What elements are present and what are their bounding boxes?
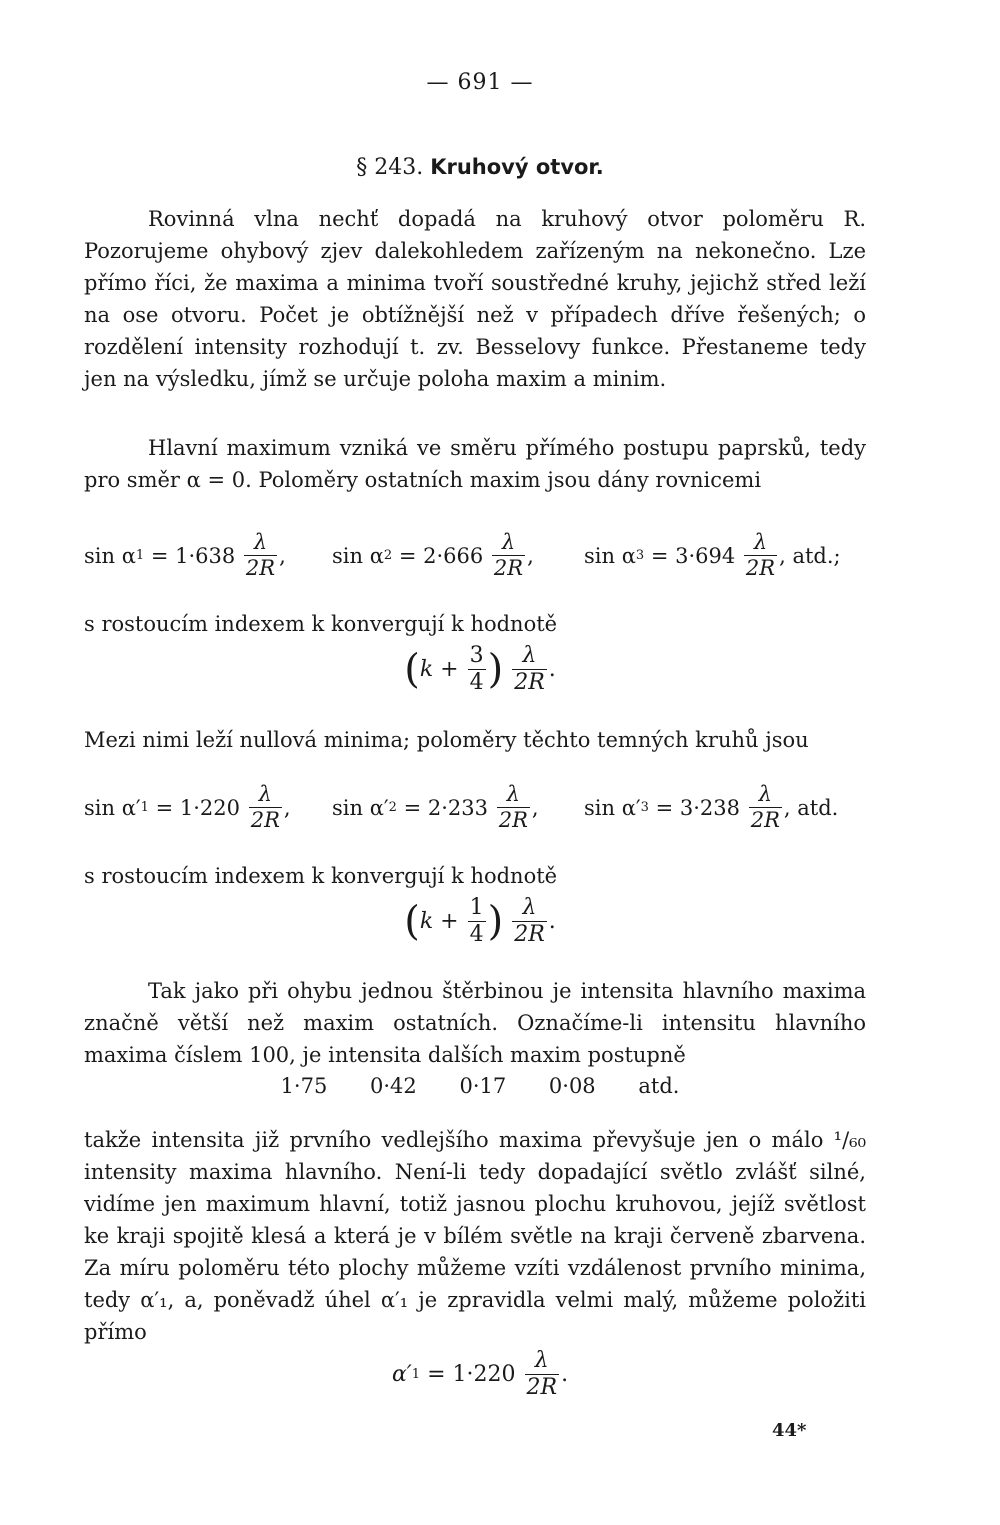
paragraph-main-maximum: Hlavní maximum vzniká ve směru přímého postupu paprsků, tedy pro směr α = 0. Poloměry ostatních maxim jsou dány rovnicemi: [84, 436, 866, 492]
equation-maximum-3: sin α3 = 3·694 $\frac{\lambda}{2R}$ , atd.;: [584, 530, 841, 580]
paragraph-minima: Mezi nimi leží nullová minima; poloměry těchto temných kruhů jsou: [84, 728, 809, 752]
intensity-value: 1·75: [280, 1074, 328, 1098]
limit-formula-2: (k + $\frac{1}{4}$ ) $\frac{\lambda}{2R}$ .: [404, 895, 556, 947]
paragraph-conclusion: takže intensita již prvního vedlejšího maxima převyšuje jen o málo ¹/₆₀ intensity maxima hlavního. Není-li tedy dopadající světlo zvlášť silné, vidíme jen maximum hlavní, totiž jasnou plochu kruhovou, jejíž světlost ke kraji spojitě klesá a která je v bílém světle na kraji červeně zbarvena. Za míru poloměru této plochy můžeme vzíti vzdálenost prvního minima, tedy α′₁, a, poněvadž úhel α′₁ je zpravidla velmi malý, můžeme položiti přímo: [84, 1128, 866, 1344]
equation-minimum-3: sin α′3 = 3·238 $\frac{\lambda}{2R}$ , atd.: [584, 782, 839, 832]
intensity-value: 0·42: [370, 1074, 417, 1098]
section-title: Kruhový otvor.: [430, 155, 604, 179]
intensity-values: [0, 1074, 960, 1098]
converge-text-1: s rostoucím indexem k konvergují k hodnotě: [84, 612, 558, 636]
equation-maximum-2: sin α2 = 2·666 $\frac{\lambda}{2R}$ ,: [332, 530, 534, 580]
equation-minimum-1: sin α′1 = 1·220 $\frac{\lambda}{2R}$ ,: [84, 782, 291, 832]
section-number: § 243.: [356, 155, 424, 180]
final-formula: α′1 = 1·220 $\frac{\lambda}{2R}$ .: [391, 1348, 569, 1400]
signature-mark: 44*: [772, 1420, 807, 1441]
equation-minimum-2: sin α′2 = 2·233 $\frac{\lambda}{2R}$ ,: [332, 782, 539, 832]
intensity-value: 0·08: [548, 1074, 596, 1098]
paragraph-intro: Rovinná vlna nechť dopadá na kruhový otvor poloměru R. Pozorujeme ohybový zjev dalekohledem zařízeným na nekonečno. Lze přímo říci, že maxima a minima tvoří soustředné kruhy, jejichž střed leží na ose otvoru. Počet je obtížnější než v případech dříve řešených; o rozdělení intensity rozhodují t. zv. Besselovy funkce. Přestaneme tedy jen na výsledku, jímž se určuje poloha maxim a minim.: [84, 207, 866, 391]
intensity-value: atd.: [638, 1074, 680, 1098]
page-number: — 691 —: [426, 70, 534, 95]
limit-formula-1: (k + $\frac{3}{4}$ ) $\frac{\lambda}{2R}$ .: [404, 643, 556, 695]
maxima-equations: [84, 532, 874, 596]
paragraph-intensity: Tak jako při ohybu jednou štěrbinou je intensita hlavního maxima značně větší než maxim ostatních. Označíme-li intensitu hlavního maxima číslem 100, je intensita dalších maxim postupně: [84, 979, 866, 1067]
intensity-value: 0·17: [459, 1074, 507, 1098]
minima-equations: [84, 784, 874, 848]
converge-text-2: s rostoucím indexem k konvergují k hodnotě: [84, 864, 558, 888]
equation-maximum-1: sin α1 = 1·638 $\frac{\lambda}{2R}$ ,: [84, 530, 286, 580]
section-heading: [0, 155, 960, 180]
